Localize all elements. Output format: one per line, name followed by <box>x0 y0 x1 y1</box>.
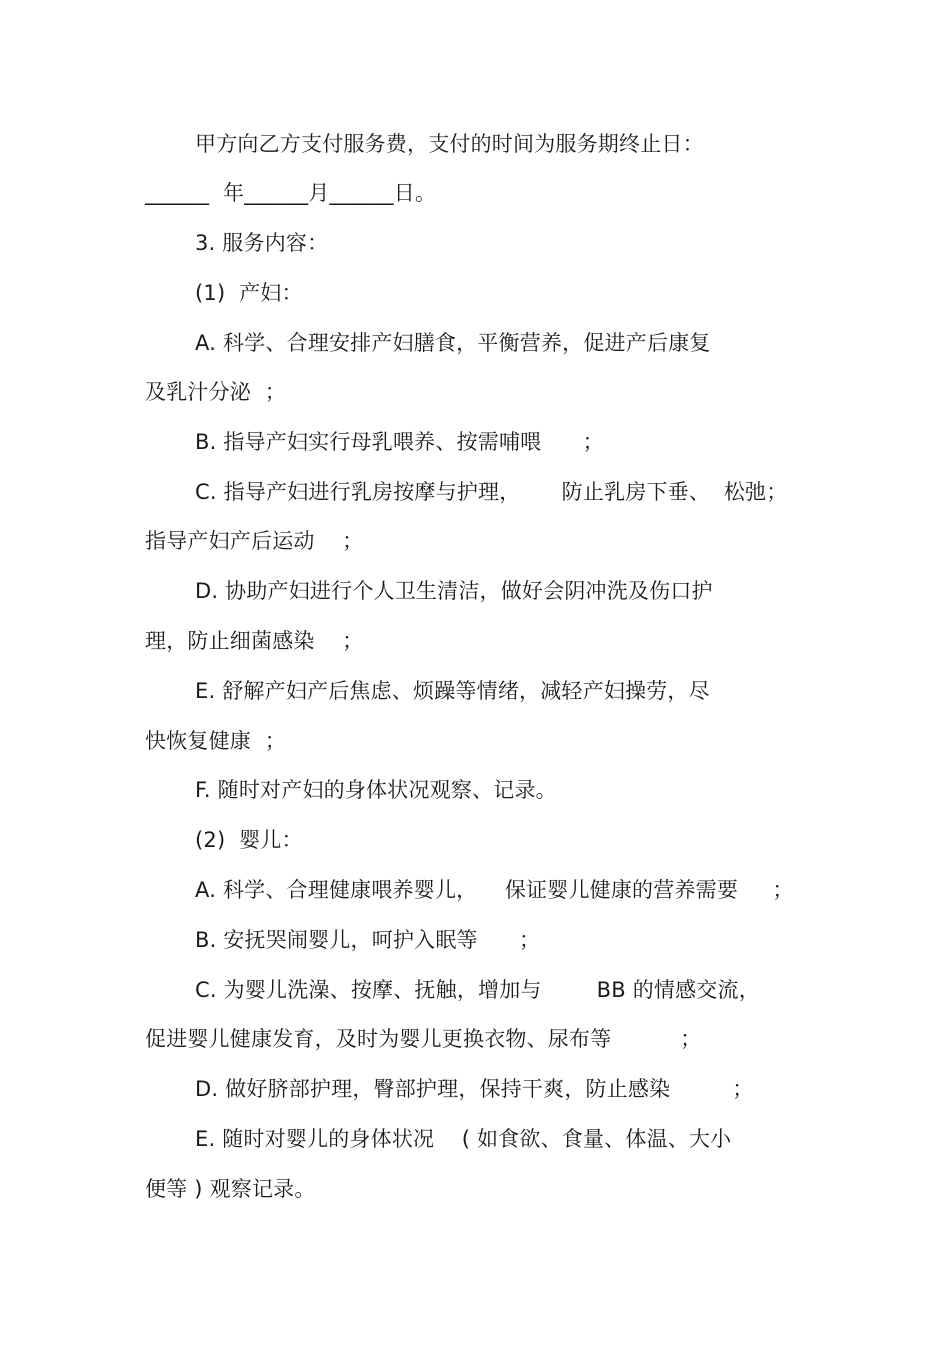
paragraph-payment-time: 甲方向乙方支付服务费，支付的时间为服务期终止日： <box>195 132 704 156</box>
item-mother-e-continued: 快恢复健康 ； <box>145 729 286 753</box>
item-mother-d-continued: 理，防止细菌感染 ； <box>145 629 364 653</box>
item-baby-a: A. 科学、合理健康喂养婴儿， 保证婴儿健康的营养需要 ； <box>195 878 794 902</box>
item-mother-a: A. 科学、合理安排产妇膳食，平衡营养，促进产后康复 <box>195 331 711 355</box>
item-baby-b: B. 安抚哭闹婴儿，呵护入眠等 ； <box>195 928 541 952</box>
item-baby-c: C. 为婴儿洗澡、按摩、抚触，增加与 BB 的情感交流， <box>195 978 760 1002</box>
item-mother-e: E. 舒解产妇产后焦虑、烦躁等情绪，减轻产妇操劳，尽 <box>195 679 710 703</box>
item-mother-d: D. 协助产妇进行个人卫生清洁，做好会阴冲洗及伤口护 <box>195 579 713 603</box>
item-baby-e: E. 随时对婴儿的身体状况 ( 如食欲、食量、体温、大小 <box>195 1127 732 1151</box>
item-baby-e-continued: 便等 ) 观察记录。 <box>145 1177 316 1201</box>
item-baby-c-continued: 促进婴儿健康发育，及时为婴儿更换衣物、尿布等 ； <box>145 1027 702 1051</box>
section-heading-service-content: 3. 服务内容： <box>195 231 329 255</box>
item-mother-f: F. 随时对产妇的身体状况观察、记录。 <box>195 778 557 802</box>
date-blank-line: ______ 年______月______日。 <box>145 181 437 205</box>
item-mother-c-continued: 指导产妇产后运动 ； <box>145 529 364 553</box>
subsection-heading-mother: (1) 产妇： <box>195 281 303 305</box>
item-mother-c: C. 指导产妇进行乳房按摩与护理， 防止乳房下垂、 松弛； <box>195 480 788 504</box>
item-mother-b: B. 指导产妇实行母乳喂养、按需哺喂 ； <box>195 430 604 454</box>
subsection-heading-baby: (2) 婴儿： <box>195 828 303 852</box>
item-mother-a-continued: 及乳汁分泌 ； <box>145 380 286 404</box>
item-baby-d: D. 做好脐部护理，臀部护理，保持干爽，防止感染 ； <box>195 1077 754 1101</box>
